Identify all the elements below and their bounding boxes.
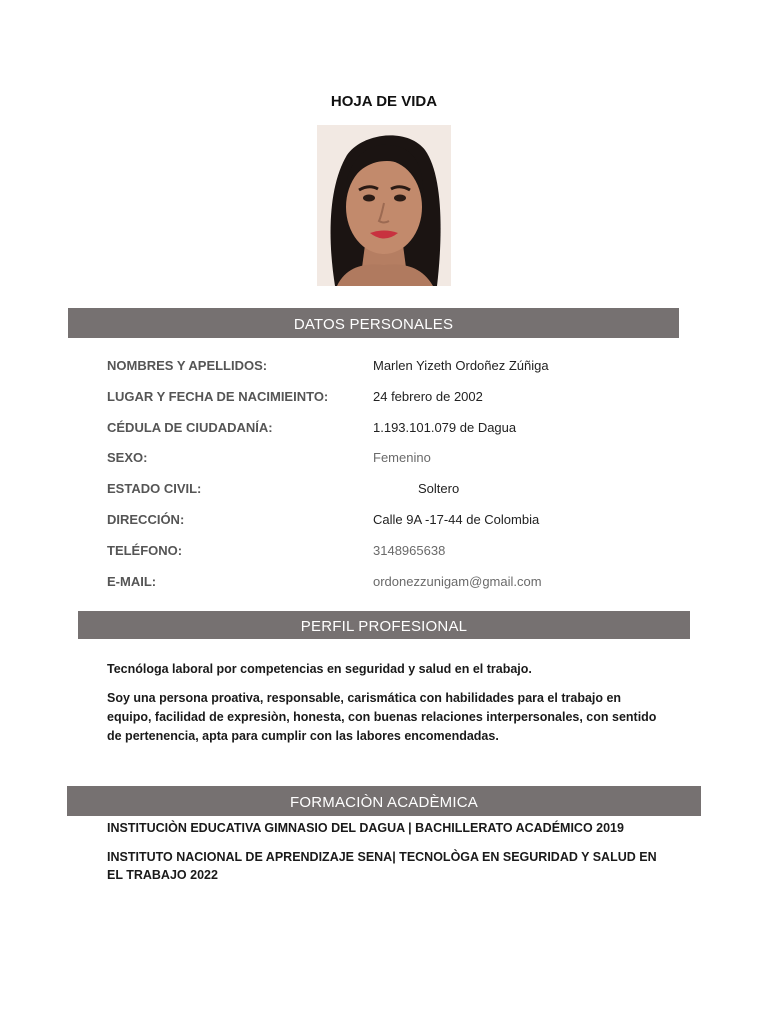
field-label: ESTADO CIVIL: [107, 481, 202, 496]
field-value: Marlen Yizeth Ordoñez Zúñiga [373, 358, 549, 373]
field-label: SEXO: [107, 450, 148, 465]
field-label: NOMBRES Y APELLIDOS: [107, 358, 268, 373]
field-value: 24 febrero de 2002 [373, 389, 483, 404]
field-value: Soltero [418, 481, 460, 496]
field-email [107, 574, 707, 594]
section-perfil-profesional: PERFIL PROFESIONAL [78, 611, 690, 639]
document-title: HOJA DE VIDA [330, 93, 438, 110]
field-cedula [107, 420, 707, 440]
perfil-paragraph-2: Soy una persona proativa, responsable, carismática con habilidades para el trabajo en equipo, facilidad de expresiòn, honesta, con buenas relaciones interpersonales, con sentido de pertenencia, apta para cumplir con las labores encomendadas. [107, 691, 657, 743]
education-item-2: INSTITUTO NACIONAL DE APRENDIZAJE SENA| TECNOLÒGA EN SEGURIDAD Y SALUD EN EL TRABAJO 2022 [107, 850, 657, 882]
field-label: E-MAIL: [107, 574, 157, 589]
field-value: ordonezzunigam@gmail.com [373, 574, 542, 589]
field-lugar-fecha [107, 389, 707, 409]
profile-photo [317, 125, 451, 286]
field-estado-civil [107, 481, 707, 501]
education-item-1: INSTITUCIÒN EDUCATIVA GIMNASIO DEL DAGUA | BACHILLERATO ACADÉMICO 2019 [107, 821, 624, 835]
field-telefono [107, 543, 707, 563]
perfil-paragraph-1: Tecnóloga laboral por competencias en seguridad y salud en el trabajo. [107, 662, 532, 676]
field-label: TELÉFONO: [107, 543, 183, 558]
field-direccion [107, 512, 707, 532]
field-value: 1.193.101.079 de Dagua [373, 420, 517, 435]
field-value: Calle 9A -17-44 de Colombia [373, 512, 540, 527]
field-label: DIRECCIÓN: [107, 512, 185, 527]
section-datos-personales: DATOS PERSONALES [68, 308, 679, 338]
section-formacion-academica: FORMACIÒN ACADÈMICA [67, 786, 701, 816]
field-label: CÉDULA DE CIUDADANÍA: [107, 420, 273, 435]
field-nombres [107, 358, 707, 378]
field-label: LUGAR Y FECHA DE NACIMIEINTO: [107, 389, 329, 404]
field-sexo [107, 450, 707, 470]
field-value: 3148965638 [373, 543, 446, 558]
field-value: Femenino [373, 450, 431, 465]
